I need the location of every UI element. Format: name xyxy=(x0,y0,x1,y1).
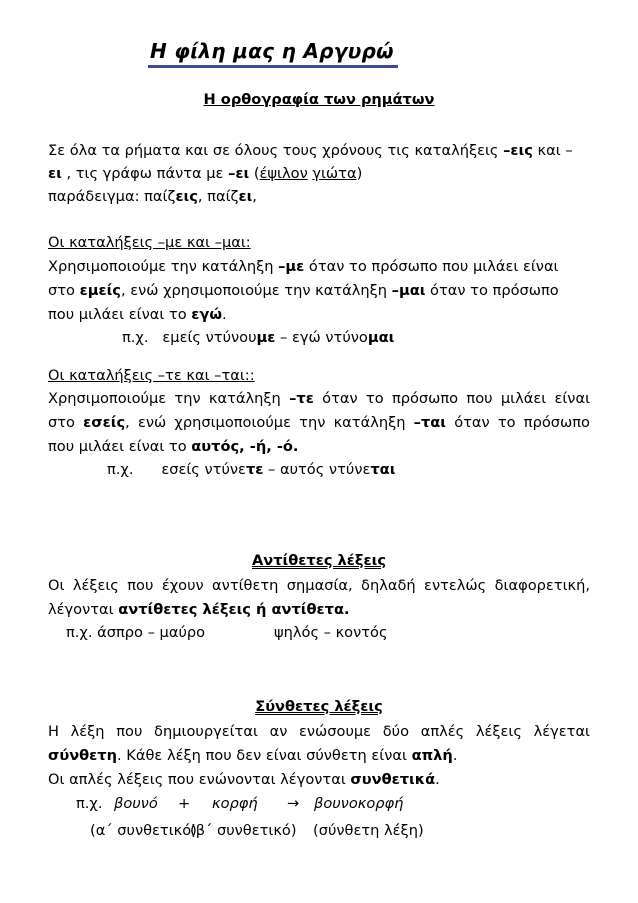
bold-text: –τε xyxy=(289,390,314,407)
heading: Οι καταλήξεις –με και –μαι: xyxy=(48,234,251,251)
section2-line2 xyxy=(48,281,590,301)
text: Χρησιμοποιούμε την κατάληξη xyxy=(48,258,279,275)
bold-text: εγώ xyxy=(191,306,223,323)
section4-line2 xyxy=(48,600,590,620)
text: . xyxy=(222,306,227,323)
underlined-text: έψιλον xyxy=(259,165,308,182)
bold-text: ται xyxy=(370,461,396,478)
arrow-right-icon: → xyxy=(287,795,300,812)
bold-text: ει xyxy=(238,188,253,205)
text: – εγώ ντύνο xyxy=(275,329,368,346)
text: , παίζ xyxy=(197,188,239,205)
text: λέγονται xyxy=(48,601,119,618)
text: ( xyxy=(249,165,260,182)
bold-text: –ει xyxy=(228,165,250,182)
bold-text: –εις xyxy=(503,142,533,159)
section1-line2 xyxy=(48,164,590,184)
heading: Αντίθετες λέξεις xyxy=(252,552,386,569)
italic-text: βουνό xyxy=(114,795,158,812)
section1-line3 xyxy=(48,187,590,207)
text: , xyxy=(252,188,257,205)
text: , τις γράφω πάντα με xyxy=(61,165,229,182)
text: , ενώ χρησιμοποιούμε την κατάληξη xyxy=(120,282,392,299)
section5-plus: + xyxy=(178,795,191,812)
bold-text: –ται xyxy=(413,414,446,431)
text: παράδειγμα: παίζ xyxy=(48,188,176,205)
text: Χρησιμοποιούμε την κατάληξη xyxy=(48,390,290,407)
section5-word3 xyxy=(314,795,403,812)
section1-line1 xyxy=(48,141,590,161)
bold-text: εμείς xyxy=(79,282,121,299)
text: όταν το πρόσωπο xyxy=(446,414,590,431)
text: . Κάθε λέξη που δεν είναι σύνθετη είναι xyxy=(117,747,412,764)
italic-text: βουνοκορφή xyxy=(314,795,404,812)
section4-example-a: π.χ. άσπρο – μαύρο xyxy=(66,624,206,641)
bold-text: εσείς xyxy=(83,414,126,431)
bold-text: –μαι xyxy=(391,282,426,299)
bold-text: απλή xyxy=(411,747,453,764)
section5-line2 xyxy=(48,746,590,766)
section4-line1: Οι λέξεις που έχουν αντίθετη σημασία, δηλαδή εντελώς διαφορετική, xyxy=(48,577,590,594)
text: και – xyxy=(532,142,573,159)
text: όταν το πρόσωπο που μιλάει είναι xyxy=(313,390,591,407)
section5-heading xyxy=(0,698,638,715)
section3-heading xyxy=(48,366,590,386)
text: , ενώ χρησιμοποιούμε την κατάληξη xyxy=(125,414,414,431)
bold-text: σύνθετη xyxy=(48,747,118,764)
subtitle-text: Η ορθογραφία των ρημάτων xyxy=(203,91,435,108)
section5-word1 xyxy=(114,795,158,812)
heading: Οι καταλήξεις –τε και –ται:: xyxy=(48,367,255,384)
italic-text: κορφή xyxy=(212,795,258,812)
text: στο xyxy=(48,414,84,431)
text: που μιλάει είναι το xyxy=(48,306,192,323)
section3-line3 xyxy=(48,437,590,457)
section5-note2: (β΄ συνθετικό) xyxy=(190,822,297,839)
section5-note3: (σύνθετη λέξη) xyxy=(313,822,424,839)
bold-text: μαι xyxy=(367,329,395,346)
text: ) xyxy=(356,165,363,182)
example-label: π.χ. xyxy=(122,329,149,346)
bold-text: –με xyxy=(278,258,305,275)
section2-heading xyxy=(48,233,590,253)
section3-line1 xyxy=(48,389,590,409)
text: . xyxy=(435,771,440,788)
heading: Σύνθετες λέξεις xyxy=(255,698,383,715)
section5-note1: (α΄ συνθετικό) xyxy=(90,822,197,839)
subtitle xyxy=(0,91,638,108)
text: . xyxy=(452,747,458,764)
section5-line1: Η λέξη που δημιουργείται αν ενώσουμε δύο απλές λέξεις λέγεται xyxy=(48,723,590,740)
text: όταν το πρόσωπο xyxy=(425,282,559,299)
underlined-text: γιώτα xyxy=(312,165,357,182)
bold-text: αυτός, -ή, -ό. xyxy=(191,438,299,455)
text: στο xyxy=(48,282,80,299)
section2-line1 xyxy=(48,257,590,277)
bold-text: συνθετικά xyxy=(350,771,436,788)
text: Σε όλα τα ρήματα και σε όλους τους χρόνους τις καταλήξεις xyxy=(48,142,504,159)
section5-example-px: π.χ. xyxy=(76,795,103,812)
bold-text: αντίθετες λέξεις ή αντίθετα. xyxy=(118,601,350,618)
section5-word2 xyxy=(212,795,258,812)
text: που μιλάει είναι το xyxy=(48,438,192,455)
text: εμείς ντύνου xyxy=(162,329,257,346)
section2-line3 xyxy=(48,305,590,325)
section3-example xyxy=(107,461,395,478)
section3-line2 xyxy=(48,413,590,433)
section5-line3 xyxy=(48,770,590,790)
text: Οι απλές λέξεις που ενώνονται λέγονται xyxy=(48,771,351,788)
bold-text: τε xyxy=(245,461,264,478)
bold-text: ει xyxy=(48,165,62,182)
example-label: π.χ. xyxy=(107,461,134,478)
bold-text: εις xyxy=(175,188,198,205)
page-title: Η φίλη μας η Αργυρώ xyxy=(148,38,398,68)
section4-heading xyxy=(0,552,638,569)
section2-example xyxy=(122,329,394,346)
text: εσείς ντύνε xyxy=(161,461,246,478)
section4-example-b: ψηλός – κοντός xyxy=(274,624,388,641)
text: όταν το πρόσωπο που μιλάει είναι xyxy=(304,258,559,275)
bold-text: με xyxy=(256,329,276,346)
text: – αυτός ντύνε xyxy=(263,461,371,478)
